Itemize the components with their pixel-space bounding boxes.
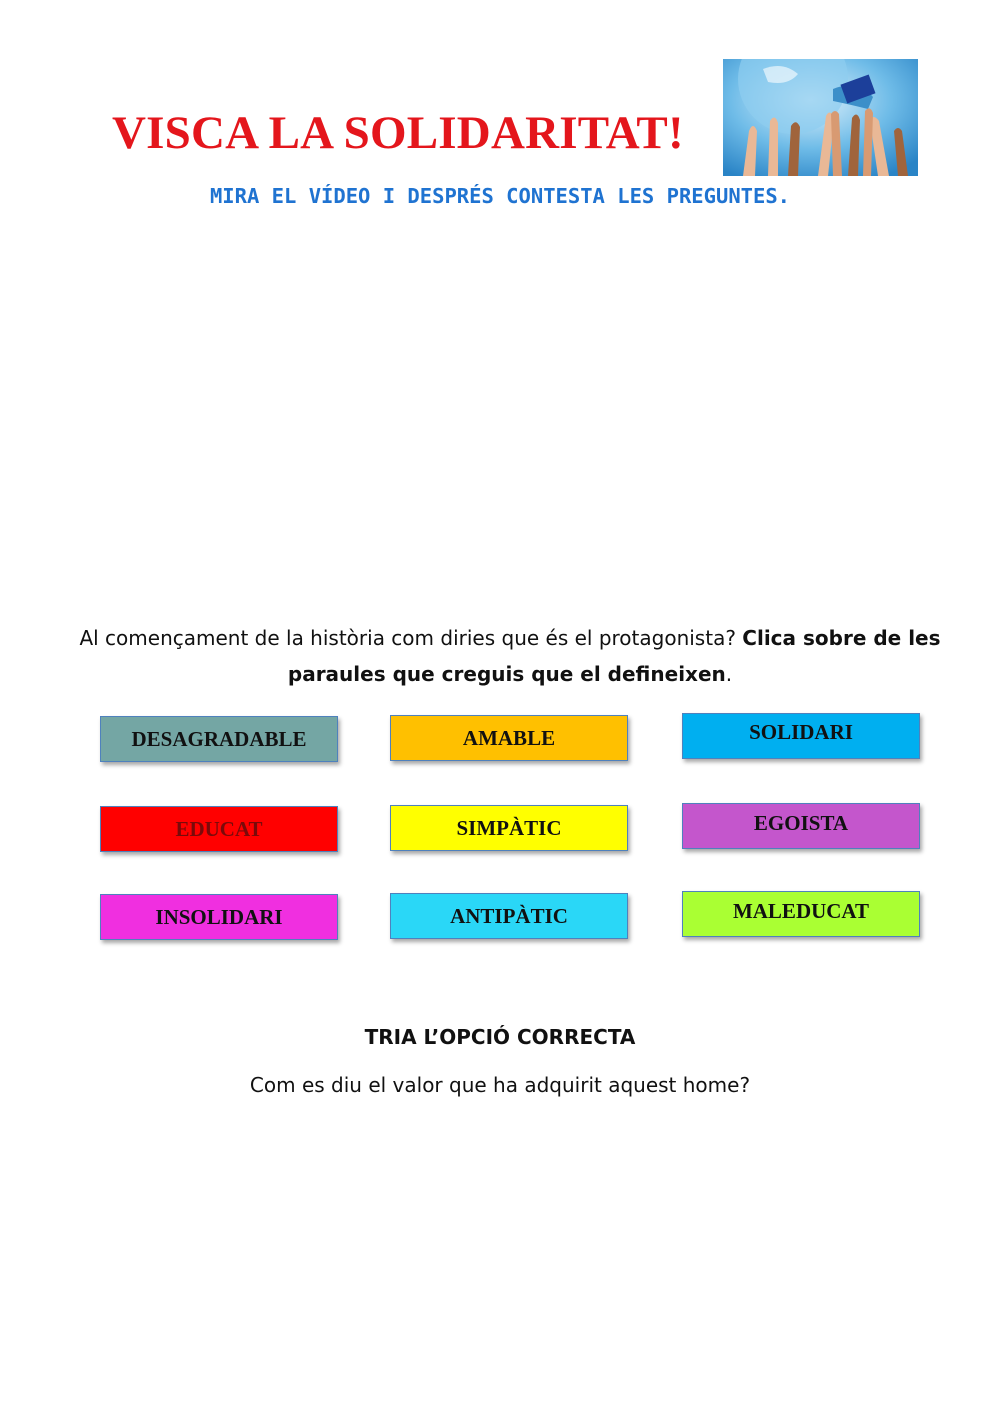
question-1-instruction: Clica sobre de les paraules que creguis que el defineixen xyxy=(287,626,941,686)
option-label: SOLIDARI xyxy=(749,719,853,744)
option-maleducat[interactable] xyxy=(682,891,920,937)
question-1 xyxy=(60,620,960,692)
question-1-text: Al començament de la història com diries que és el protagonista? xyxy=(79,626,743,650)
page-title: VISCA LA SOLIDARITAT! xyxy=(112,107,684,159)
question-2-prompt: Com es diu el valor que ha adquirit aquest home? xyxy=(249,1073,751,1097)
option-amable[interactable] xyxy=(390,715,628,761)
option-label: SIMPÀTIC xyxy=(456,815,562,840)
option-solidari[interactable] xyxy=(682,713,920,759)
option-label: INSOLIDARI xyxy=(155,904,283,929)
option-egoista[interactable] xyxy=(682,803,920,849)
instruction-subtitle: MIRA EL VÍDEO I DESPRÉS CONTESTA LES PREGUNTES. xyxy=(209,184,791,208)
option-label: EDUCAT xyxy=(175,816,263,841)
option-desagradable[interactable] xyxy=(100,716,338,762)
solidarity-hands-image xyxy=(723,59,918,176)
option-label: EGOISTA xyxy=(753,810,849,835)
option-insolidari[interactable] xyxy=(100,894,338,940)
option-simpatic[interactable] xyxy=(390,805,628,851)
option-label: MALEDUCAT xyxy=(732,898,870,923)
section-heading: TRIA L’OPCIÓ CORRECTA xyxy=(364,1025,636,1049)
option-label: AMABLE xyxy=(462,725,556,750)
option-educat[interactable] xyxy=(100,806,338,852)
option-label: DESAGRADABLE xyxy=(131,726,307,751)
option-antipatic[interactable] xyxy=(390,893,628,939)
question-1-end: . xyxy=(725,662,733,686)
option-label: ANTIPÀTIC xyxy=(450,903,568,928)
